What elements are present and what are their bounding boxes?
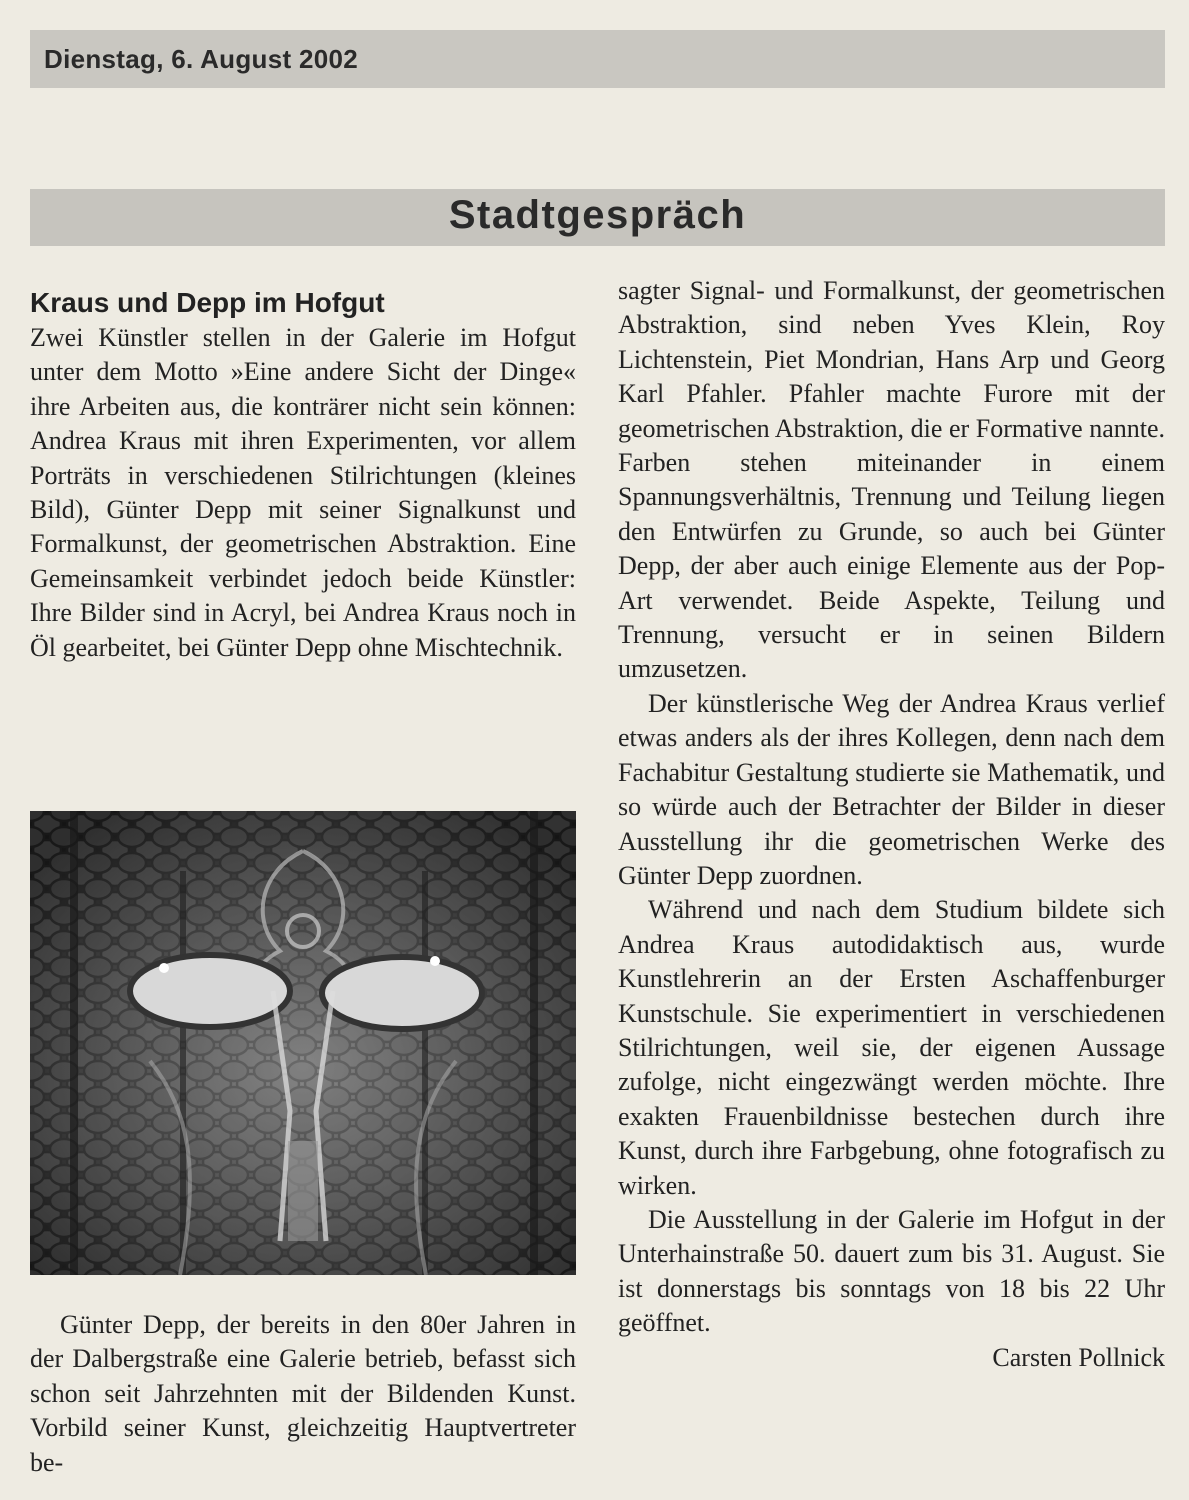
article-paragraph-right-3: Während und nach dem Studium bildete sich Andrea Kraus autodidaktisch aus, wurde Kunstlehrerin an der Ersten Aschaffenburger Kunstschule. Sie experimentiert in verschiedenen Stilrichtungen, weil sie, der eigenen Aussage zufolge, nicht eingezwängt werden möchte. Ihre exakten Frauenbildnisse bestechen durch ihre Kunst, durch ihre Farbgebung, ohne fotografisch zu wirken. <box>618 895 1165 1200</box>
article-photo <box>30 811 576 1275</box>
article-paragraph-right-1: sagter Signal- und Formalkunst, der geometrischen Abstraktion, sind neben Yves Klein, Roy Lichtenstein, Piet Mondrian, Hans Arp und Georg Karl Pfahler. Pfahler machte Furore mit der geometrischen Abstraktion, die er Formative nannte. Farben stehen miteinander in einem Spannungsverhältnis, Trennung und Teilung liegen den Entwürfen zu Grunde, so auch bei Günter Depp, der aber auch einige Elemente aus der Pop-Art verwendet. Beide Aspekte, Teilung und Trennung, versucht er in seinen Bildern umzusetzen. <box>618 276 1165 684</box>
article-column-left-top <box>30 287 576 665</box>
publication-date: Dienstag, 6. August 2002 <box>44 44 358 74</box>
article-paragraph-depp: Günter Depp, der bereits in den 80er Jahren in der Dalbergstraße eine Galerie betrieb, befasst sich schon seit Jahrzehnten mit der Bildenden Kunst. Vorbild seiner Kunst, gleichzeitig Hauptvertreter be- <box>30 1310 576 1477</box>
section-header-bar <box>30 189 1165 246</box>
article-column-right <box>618 274 1165 1375</box>
article-author: Carsten Pollnick <box>992 1342 1165 1372</box>
article-paragraph-right-2: Der künstlerische Weg der Andrea Kraus verlief etwas anders als der ihres Kollegen, denn nach dem Fachabitur Gestaltung studierte sie Mathematik, und so würde auch der Betrachter der Bilder in dieser Ausstellung ihr die geometrischen Werke des Günter Depp zuordnen. <box>618 688 1165 890</box>
section-title: Stadtgespräch <box>448 193 747 237</box>
article-intro-paragraph: Zwei Künstler stellen in der Galerie im Hofgut unter dem Motto »Eine andere Sicht der Dinge« ihre Arbeiten aus, die konträrer nicht sein können: Andrea Kraus mit ihren Experimenten, vor allem Porträts in verschiedenen Stilrichtungen (kleines Bild), Günter Depp mit seiner Signalkunst und Formalkunst, der geometrischen Abstraktion. Eine Gemeinsamkeit verbindet jedoch beide Künstler: Ihre Bilder sind in Acryl, bei Andrea Kraus noch in Öl gearbeitet, bei Günter Depp ohne Mischtechnik. <box>30 323 576 662</box>
dateline-bar <box>30 30 1165 88</box>
article-paragraph-right-4: Die Ausstellung in der Galerie im Hofgut in der Unterhainstraße 50. dauert zum bis 31. August. Sie ist donnerstags bis sonntags von 18 bis 22 Uhr geöffnet. <box>618 1204 1165 1338</box>
article-headline: Kraus und Depp im Hofgut <box>30 287 385 318</box>
painting-face-image <box>30 811 576 1275</box>
article-column-left-bottom <box>30 1308 576 1480</box>
